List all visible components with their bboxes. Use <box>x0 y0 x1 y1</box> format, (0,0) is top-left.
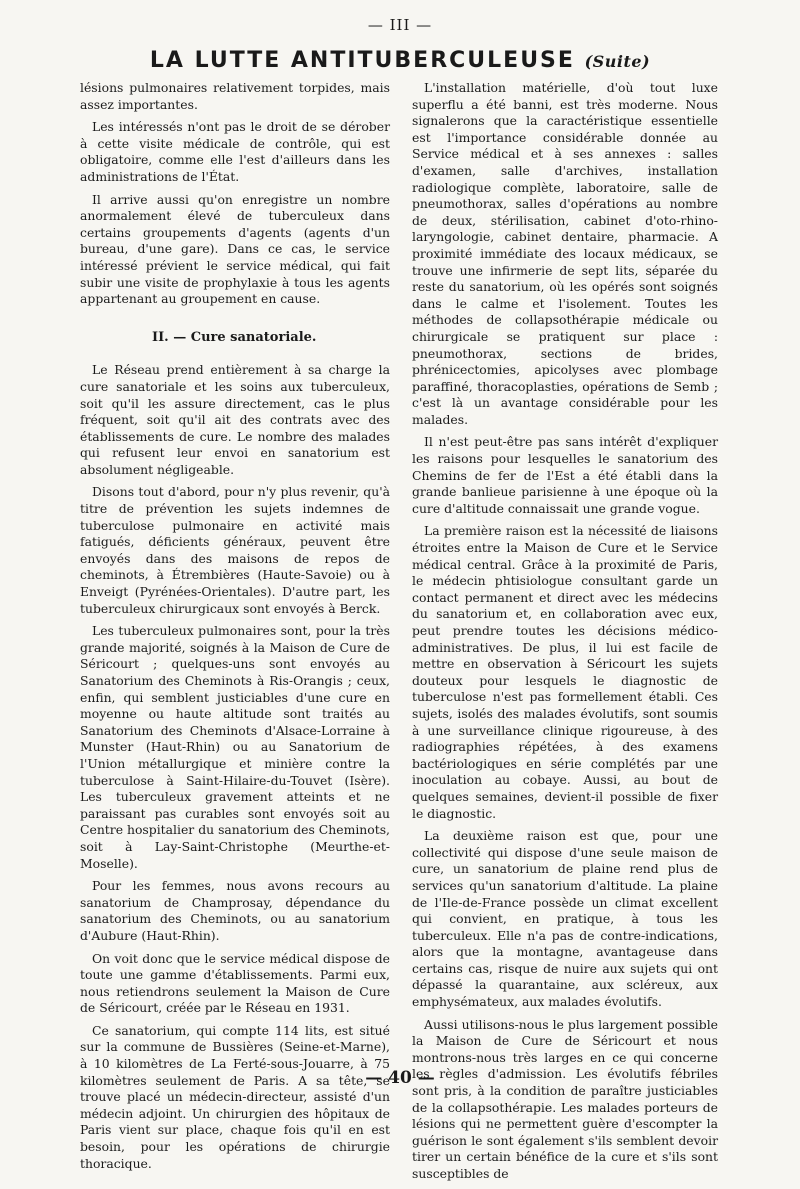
paragraph: Pour les femmes, nous avons recours au sanatorium de Champrosay, dépendance du sanatorium des Cheminots, ou au sanatorium d'Aubure (Haut-Rhin). <box>80 878 390 943</box>
page-title <box>0 48 800 73</box>
title-suffix: (Suite) <box>584 52 651 71</box>
paragraph: L'installation matérielle, d'où tout luxe superflu a été banni, est très moderne. Nous signalerons que la caractéristique essentielle est l'importance considérable donnée au Service médical et à ses annexes : salles d'examen, salle d'archives, installation radiologique complète, laboratoire, salle de pneumothorax, salles d'opérations au nombre de deux, stérilisation, cabinet d'oto-rhino-laryngologie, cabinet dentaire, pharmacie. A proximité immédiate des locaux médicaux, se trouve une infirmerie de sept lits, séparée du reste du sanatorium, où les opérés sont soignés dans le calme et l'isolement. Toutes les méthodes de collapsothérapie médicale ou chirurgicale se pratiquent sur place : pneumothorax, sections de brides, phrénicectomies, apicolyses avec plombage paraffiné, thoracoplasties, opérations de Semb ; c'est là un avantage considérable pour les malades. <box>412 80 718 427</box>
paragraph: Le Réseau prend entièrement à sa charge la cure sanatoriale et les soins aux tuberculeux, soit qu'il les assure directement, cas le plus fréquent, soit qu'il ait des contrats avec des établissements de cure. Le nombre des malades qui refusent leur envoi en sanatorium est absolument négligeable. <box>80 362 390 477</box>
paragraph: lésions pulmonaires relativement torpides, mais assez importantes. <box>80 80 390 112</box>
paragraph: Aussi utilisons-nous le plus largement possible la Maison de Cure de Séricourt et nous montrons-nous très larges en ce qui concerne les règles d'admission. Les évolutifs fébriles sont pris, à la condition de paraître justiciables de la collapsothérapie. Les malades porteurs de lésions qui ne permettent guère d'escompter la guérison le sont également s'ils semblent devoir tirer un certain bénéfice de la cure et s'ils sont susceptibles de <box>412 1016 718 1181</box>
roman-page-number: — III — <box>367 16 433 34</box>
paragraph: Il arrive aussi qu'on enregistre un nombre anormalement élevé de tuberculeux dans certains groupements d'agents (agents d'un bureau, d'une gare). Dans ce cas, le service intéressé prévient le service médical, qui fait subir une visite de prophylaxie à tous les agents appartenant au groupement en cause. <box>80 191 390 307</box>
paragraph: Les intéressés n'ont pas le droit de se dérober à cette visite médicale de contrôle, qui est obligatoire, comme elle l'est d'ailleurs dans les administrations de l'État. <box>80 119 390 184</box>
paragraph: On voit donc que le service médical dispose de toute une gamme d'établissements. Parmi eux, nous retiendrons seulement la Maison de Cure de Séricourt, créée par le Réseau en 1931. <box>80 950 390 1016</box>
title-text: LA LUTTE ANTITUBERCULEUSE <box>149 48 575 73</box>
paragraph: Ce sanatorium, qui compte 114 lits, est situé sur la commune de Bussières (Seine-et-Marne), à 10 kilomètres de La Ferté-sous-Jouarre, à 75 kilomètres seulement de Paris. A sa tête, se trouve placé un médecin-directeur, assisté d'un médecin adjoint. Un chirurgien des hôpitaux de Paris vient sur place, chaque fois qu'il en est besoin, pour les opérations de chirurgie thoracique. <box>80 1022 390 1171</box>
page-number-footer: — 40 — <box>365 1068 435 1088</box>
right-column <box>412 80 718 1189</box>
section-heading: II. — Cure sanatoriale. <box>152 329 317 345</box>
paragraph: Disons tout d'abord, pour n'y plus revenir, qu'à titre de prévention les sujets indemnes de tuberculose pulmonaire en activité mais fatigués, déficients généraux, peuvent être envoyés dans des maisons de repos de cheminots, à Étrembières (Haute-Savoie) ou à Enveigt (Pyrénées-Orientales). D'autre part, les tuberculeux chirurgicaux sont envoyés à Berck. <box>80 484 390 616</box>
left-column <box>80 80 390 1178</box>
paragraph: La deuxième raison est que, pour une collectivité qui dispose d'une seule maison de cure, un sanatorium de plaine rend plus de services qu'un sanatorium d'altitude. La plaine de l'Ile-de-France possède un climat excellent qui convient, en pratique, à tous les tuberculeux. Elle n'a pas de contre-indications, alors que la montagne, avantageuse dans certains cas, risque de nuire aux sujets qui ont dépassé la quarantaine, aux scléreux, aux emphysémateux, aux malades évolutifs. <box>412 828 718 1010</box>
paragraph: Les tuberculeux pulmonaires sont, pour la très grande majorité, soignés à la Maison de Cure de Séricourt ; quelques-uns sont envoyés au Sanatorium des Cheminots à Ris-Orangis ; ceux, enfin, qui semblent justiciables d'une cure en moyenne ou haute altitude sont traités au Sanatorium des Cheminots d'Alsace-Lorraine à Munster (Haut-Rhin) ou au Sanatorium de l'Union métallurgique et minière contre la tuberculose à Saint-Hilaire-du-Touvet (Isère). Les tuberculeux gravement atteints et ne paraissant pas curables sont envoyés soit au Centre hospitalier du sanatorium des Cheminots, soit à Lay-Saint-Christophe (Meurthe-et-Moselle). <box>80 623 390 871</box>
paragraph: La première raison est la nécessité de liaisons étroites entre la Maison de Cure et le Service médical central. Grâce à la proximité de Paris, le médecin phtisiologue consultant garde un contact permanent et direct avec les médecins du sanatorium et, en collaboration avec eux, peut prendre toutes les décisions médico-administratives. De plus, il lui est facile de mettre en observation à Séricourt les sujets douteux pour lesquels le diagnostic de tuberculose n'est pas formellement établi. Ces sujets, isolés des malades évolutifs, sont soumis à une surveillance clinique rigoureuse, à des radiographies répétées, à des examens bactériologiques en série complétés par une inoculation au cobaye. Aussi, au bout de quelques semaines, devient-il possible de fixer le diagnostic. <box>412 523 718 821</box>
paragraph: Il n'est peut-être pas sans intérêt d'expliquer les raisons pour lesquelles le sanatorium des Chemins de fer de l'Est a été établi dans la grande banlieue parisienne à une époque où la cure d'altitude connaissait une grande vogue. <box>412 434 718 516</box>
